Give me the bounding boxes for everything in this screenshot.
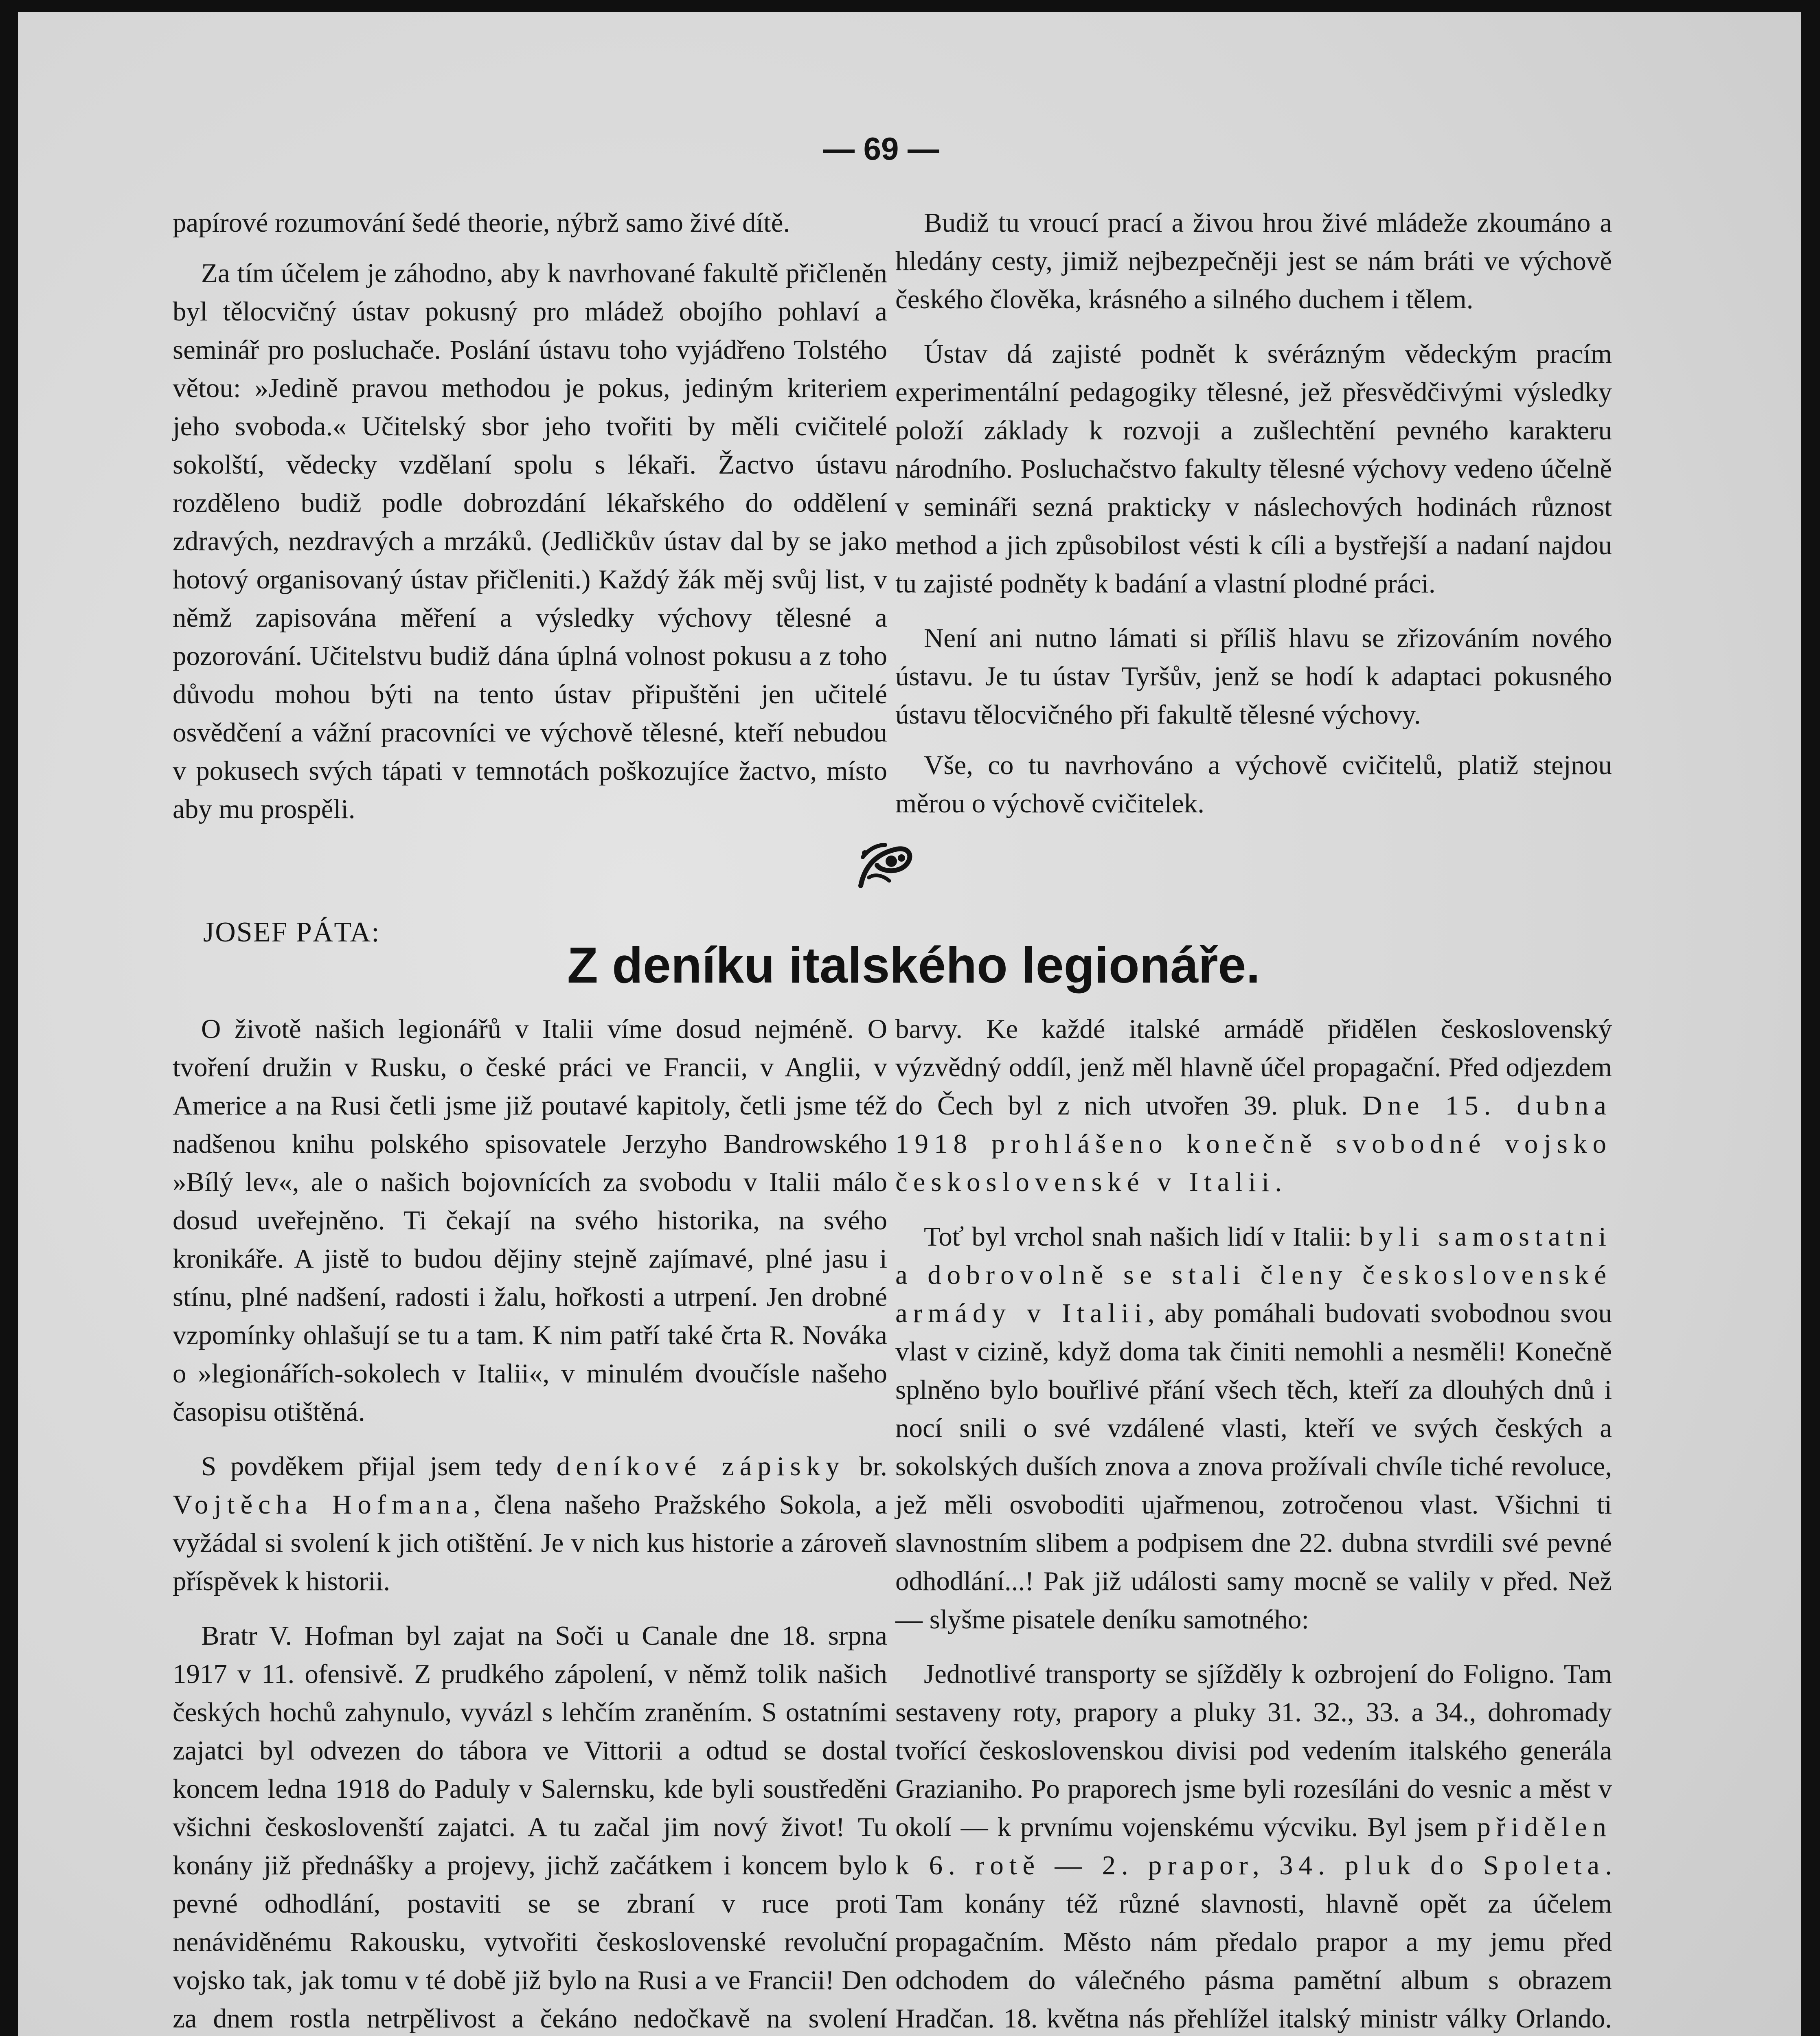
paragraph: Bratr V. Hofman byl zajat na Soči u Canale dne 18. srpna 1917 v 11. ofensivě. Z prudkého zápolení, v němž tolik našich českých hochů zahynulo, vyvázl s lehčím zraněním. S ostatními zajatci byl odvezen do tábora ve Vittorii a odtud se dostal koncem ledna 1918 do Paduly v Salernsku, kde byli soustředěni všichni českoslovenští zajatci. A tu začal jim nový život! Tu konány již přednášky a projevy, jichž začátkem i koncem bylo pevné odhodlání, postaviti se se zbraní v ruce proti nenáviděnému Rakousku, vytvořiti československé revoluční vojsko tak, jak tomu v té době již bylo na Rusi a ve Francii! Den za dnem rostla netrpělivost a čekáno nedočkavě na svolení	[173, 1621, 887, 2034]
section1-left-column	[173, 204, 887, 840]
article-left-column	[173, 1010, 887, 2036]
section1-right-column	[895, 204, 1612, 835]
paragraph: Není ani nutno lámati si příliš hlavu se zřizováním nového ústavu. Je tu ústav Tyršův, jenž se hodí k adaptaci pokusného ústavu tělocvičného při fakultě tělesné výchovy.	[895, 623, 1612, 730]
paragraph: Ústav dá zajisté podnět k svérázným vědeckým pracím experimentální pedagogiky tělesné, jež přesvědčivými výsledky položí základy k rozvoji a zušlechtění pevného karakteru národního. Posluchačstvo fakulty tělesné výchovy vedeno účelně v semináři sezná prakticky v náslechových hodinách různost method a jich způsobilost vésti k cíli a bystřejší a nadaní najdou tu zajisté podněty k badání a vlastní plodné práci.	[895, 339, 1612, 599]
text-run: S povděkem přijal jsem tedy	[201, 1451, 557, 1481]
spaced-text: Vojtěcha Hofmana	[173, 1490, 474, 1520]
article-right-column	[895, 1010, 1612, 2036]
paragraph: Za tím účelem je záhodno, aby k navrhované fakultě přičleněn byl tělocvičný ústav pokusný pro mládež obojího pohlaví a seminář pro posluchače. Poslání ústavu toho vyjádřeno Tolstého větou: »Jedině pravou methodou je pokus, jediným kriteriem jeho svoboda.« Učitelský sbor jeho tvořiti by měli cvičitelé sokolští, vědecky vzdělaní spolu s lékaři. Žactvo ústavu rozděleno budiž podle dobrozdání lékařského do oddělení zdravých, nezdravých a mrzáků. (Jedličkův ústav dal by se jako hotový organisovaný ústav přičleniti.) Každý žák měj svůj list, v němž zapisována měření a výsledky výchovy tělesné a pozorování. Učitelstvu budiž dána úplná volnost pokusu a z toho důvodu mohou býti na tento ústav připuštěni jen učitelé osvědčení a vážní pracovníci ve výchově tělesné, kteří nebudou v pokusech svých tápati v temnotách poškozujíce žactvo, místo aby mu prospěli.	[173, 258, 887, 824]
paragraph: papírové rozumování šedé theorie, nýbrž samo živé dítě.	[173, 208, 790, 238]
text-run: , člena našeho Pražského Sokola, a vyžádal si svolení k jich otištění. Je v nich kus historie a zároveň příspěvek k historii.	[173, 1490, 887, 1596]
paragraph: O životě našich legionářů v Italii víme dosud nejméně. O tvoření družin v Rusku, o české práci ve Francii, v Anglii, v Americe a na Rusi četli jsme již poutavé kapitoly, četli jsme též nadšenou knihu polského spisovatele Jerzyho Bandrowského »Bílý lev«, ale o našich bojovnících za svobodu v Italii málo dosud uveřejněno. Ti čekají na svého historika, na svého kronikáře. A jistě to budou dějiny stejně zajímavé, plné jasu i stínu, plné nadšení, radosti i žalu, hořkosti a utrpení. Jen drobné vzpomínky ohlašují se tu a tam. K nim patří také črta R. Nováka o »legionářích-sokolech v Italii«, v minulém dvoučísle našeho časopisu otištěná.	[173, 1014, 887, 1427]
paragraph: Vše, co tu navrhováno a výchově cvičitelů, platiž stejnou měrou o výchově cvičitelek.	[895, 750, 1612, 818]
paragraph	[895, 1010, 1612, 1201]
paragraph: Budiž tu vroucí prací a živou hrou živé mládeže zkoumáno a hledány cesty, jimiž nejbezpečněji jest se nám bráti ve výchově českého člověka, krásného a silného duchem i tělem.	[895, 208, 1612, 314]
spaced-text: přidělen k 6. rotě — 2. prapor, 34. pluk do Spoleta	[895, 1812, 1612, 1880]
text-run: Toť byl vrchol snah našich lidí v Italii:	[924, 1222, 1360, 1252]
document-page	[18, 12, 1801, 2036]
page-number: — 69 —	[822, 131, 940, 167]
paragraph	[895, 1655, 1612, 2036]
text-run: , aby pomáhali budovati svobodnou svou vlast v cizině, když doma tak činiti nemohli a nesměli! Konečně splněno bylo bouřlivé přání všech těch, kteří za dlouhých dnů i nocí snili o své vzdálené vlasti, kteří ve svých českých a sokolských duších znova a znova prožívali chvíle tiché revoluce, jež měli osvoboditi ujařmenou, zotročenou vlast. Všichni ti slavnostním slibem a podpisem dne 22. dubna stvrdili své pevné odhodlání...! Pak již události samy mocně se valily v před. Než — slyšme pisatele deníku samotného:	[895, 1298, 1612, 1635]
paragraph	[895, 1218, 1612, 1639]
paragraph	[173, 1447, 887, 1600]
text-run: . Tam konány též různé slavnosti, hlavně opět za účelem propagačním. Město nám předalo prapor a my jemu před odchodem do válečného pásma pamětní album s obrazem Hradčan. 18. května nás přehlížel italský ministr války Orlando.	[895, 1850, 1612, 2034]
floral-ornament-icon	[853, 833, 918, 894]
spaced-text: Dne 15. dubna 1918 prohlášeno konečně svobodné vojsko československé v Italii.	[895, 1090, 1612, 1197]
text-run: Jednotlivé transporty se sjížděly k ozbrojení do Foligno. Tam sestaveny roty, prapory a pluky 31. 32., 33. a 34., dohromady tvořící československou divisi pod vedením italského generála Grazianiho. Po praporech jsme byli rozesíláni do vesnic a měst v okolí — k prvnímu vojenskému výcviku. Byl jsem	[895, 1659, 1612, 1842]
article-title: Z deníku italského legionáře.	[567, 937, 1260, 994]
text-run: barvy. Ke každé italské armádě přidělen československý výzvědný oddíl, jenž měl hlavně účel propagační. Před odjezdem do Čech byl z nich utvořen 39. pluk.	[895, 1014, 1612, 1121]
spaced-text: byli samostatni a dobrovolně se stali členy československé armády v Italii	[895, 1222, 1612, 1328]
article-author: JOSEF PÁTA:	[203, 917, 380, 948]
text-run: br.	[845, 1451, 887, 1481]
spaced-text: deníkové zápisky	[556, 1451, 845, 1481]
